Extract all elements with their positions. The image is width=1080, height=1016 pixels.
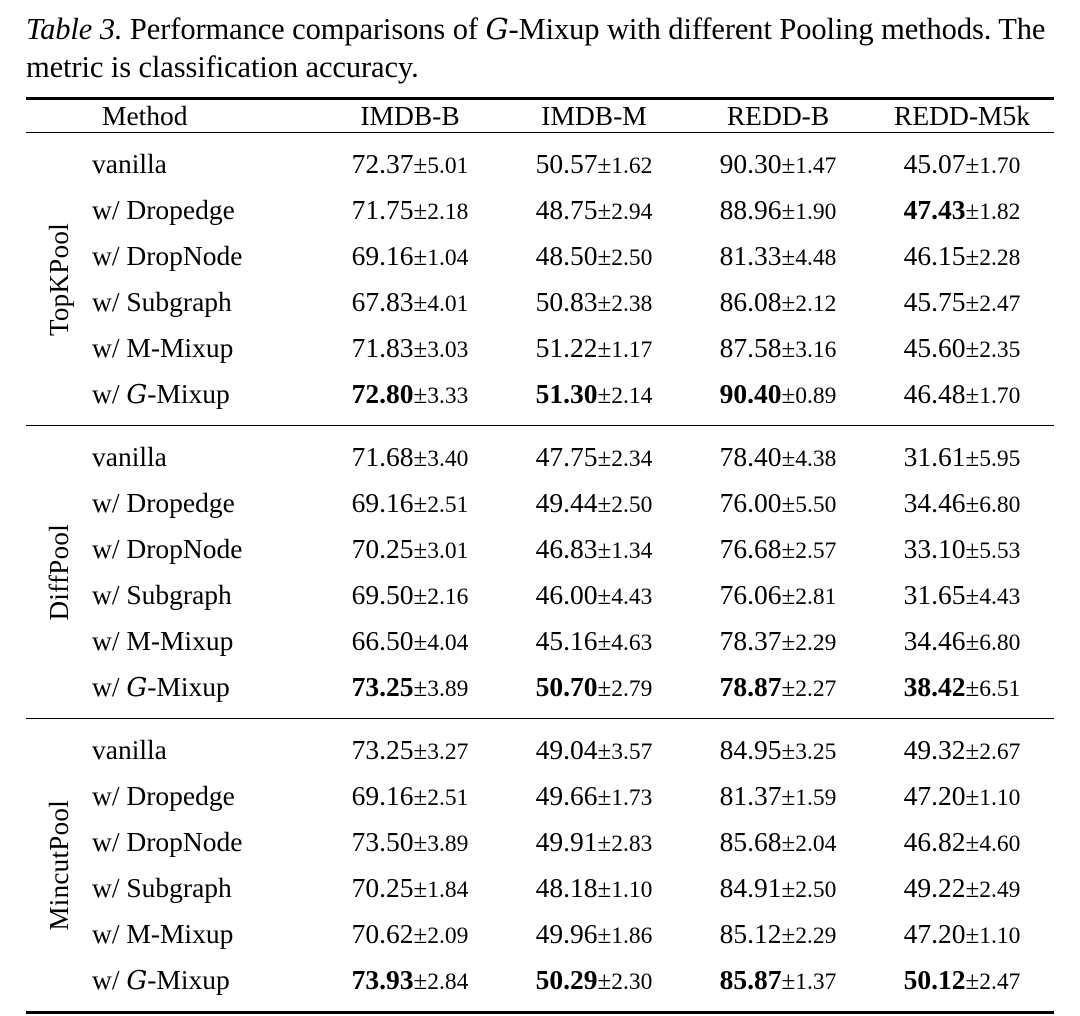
cell-value: 71.83±3.03	[351, 331, 469, 363]
row-method-label: w/ G-Mixup	[92, 377, 230, 410]
cell-value: 49.04±3.57	[502, 718, 686, 773]
table-row	[26, 718, 1054, 773]
cell-value: 45.07±1.70	[870, 132, 1054, 187]
row-method-label: vanilla	[92, 718, 318, 773]
table-row	[26, 911, 1054, 957]
table-row	[26, 957, 1054, 1013]
table-row	[26, 325, 1054, 371]
header-dataset-3: REDD-B	[686, 98, 870, 132]
cell-value: 49.22±2.49	[903, 871, 1021, 903]
cell-value: 88.96±1.90	[719, 193, 837, 225]
cell-value: 71.68±3.40	[318, 425, 502, 480]
row-method-label: w/ G-Mixup	[92, 963, 230, 996]
cell-value: 66.50±4.04	[351, 624, 469, 656]
cell-value: 72.37±5.01	[318, 132, 502, 187]
cell-value: 46.48±1.70	[903, 377, 1021, 409]
cell-value: 71.75±2.18	[351, 193, 469, 225]
row-method-label: w/ DropNode	[92, 239, 243, 271]
table-row	[26, 233, 1054, 279]
table-row	[26, 773, 1054, 819]
cell-value: 69.16±1.04	[351, 239, 469, 271]
header-group-blank	[26, 98, 92, 132]
row-method-label: vanilla	[92, 425, 318, 480]
row-method-label: w/ DropNode	[92, 825, 243, 857]
cell-value: 48.18±1.10	[535, 871, 653, 903]
cell-value: 45.16±4.63	[535, 624, 653, 656]
cell-value: 50.70±2.79	[535, 670, 653, 702]
cell-value: 31.65±4.43	[903, 578, 1021, 610]
group-label-mincutpool: MincutPool	[26, 718, 92, 1012]
cell-value: 47.75±2.34	[502, 425, 686, 480]
cell-value: 50.12±2.47	[903, 963, 1021, 995]
cell-value: 47.43±1.82	[903, 193, 1021, 225]
caption-text-before: Performance comparisons of	[122, 12, 486, 46]
row-method-label: w/ Subgraph	[92, 578, 232, 610]
cell-value: 51.30±2.14	[535, 377, 653, 409]
cell-value: 46.00±4.43	[535, 578, 653, 610]
row-method-label: w/ DropNode	[92, 532, 243, 564]
cell-value: 49.96±1.86	[535, 917, 653, 949]
cell-value: 49.32±2.67	[870, 718, 1054, 773]
cell-value: 85.68±2.04	[719, 825, 837, 857]
row-method-label: w/ Subgraph	[92, 871, 232, 903]
cell-value: 69.50±2.16	[351, 578, 469, 610]
cell-value: 47.20±1.10	[903, 779, 1021, 811]
cell-value: 73.25±3.89	[351, 670, 469, 702]
cell-value: 45.75±2.47	[903, 285, 1021, 317]
table-row	[26, 664, 1054, 719]
table-row	[26, 132, 1054, 187]
cell-value: 46.15±2.28	[903, 239, 1021, 271]
table-row	[26, 618, 1054, 664]
table-caption	[26, 10, 1054, 87]
row-method-label: w/ G-Mixup	[92, 670, 230, 703]
cell-value: 85.12±2.29	[719, 917, 837, 949]
table-row	[26, 572, 1054, 618]
group-label-topkpool: TopKPool	[26, 132, 92, 425]
cell-value: 70.25±3.01	[351, 532, 469, 564]
cell-value: 51.22±1.17	[535, 331, 653, 363]
cell-value: 48.75±2.94	[535, 193, 653, 225]
cell-value: 46.82±4.60	[903, 825, 1021, 857]
cell-value: 34.46±6.80	[903, 486, 1021, 518]
cell-value: 49.66±1.73	[535, 779, 653, 811]
table-row	[26, 819, 1054, 865]
cell-value: 69.16±2.51	[351, 486, 469, 518]
group-label-diffpool: DiffPool	[26, 425, 92, 718]
row-method-label: w/ Dropedge	[92, 193, 235, 225]
table-row	[26, 279, 1054, 325]
cell-value: 34.46±6.80	[903, 624, 1021, 656]
cell-value: 70.62±2.09	[351, 917, 469, 949]
cell-value: 47.20±1.10	[903, 917, 1021, 949]
cell-value: 49.44±2.50	[535, 486, 653, 518]
cell-value: 50.29±2.30	[535, 963, 653, 995]
cell-value: 90.40±0.89	[719, 377, 837, 409]
row-method-label: w/ M-Mixup	[92, 917, 234, 949]
table-row	[26, 865, 1054, 911]
cell-value: 76.68±2.57	[719, 532, 837, 564]
cell-value: 70.25±1.84	[351, 871, 469, 903]
cell-value: 78.37±2.29	[719, 624, 837, 656]
cell-value: 90.30±1.47	[686, 132, 870, 187]
cell-value: 81.33±4.48	[719, 239, 837, 271]
cell-value: 84.91±2.50	[719, 871, 837, 903]
cell-value: 33.10±5.53	[903, 532, 1021, 564]
table-row	[26, 425, 1054, 480]
row-method-label: w/ Subgraph	[92, 285, 232, 317]
caption-mathcal-g: G	[485, 12, 509, 46]
table-row	[26, 371, 1054, 426]
caption-text-after: -Mixup with different Pooling methods. The metric is classification accuracy.	[26, 12, 1046, 85]
table-header-row	[26, 98, 1054, 132]
header-dataset-1: IMDB-B	[318, 98, 502, 132]
cell-value: 73.93±2.84	[351, 963, 469, 995]
cell-value: 78.87±2.27	[719, 670, 837, 702]
caption-label: Table 3.	[26, 12, 123, 46]
cell-value: 76.00±5.50	[719, 486, 837, 518]
cell-value: 31.61±5.95	[870, 425, 1054, 480]
header-method: Method	[92, 98, 318, 132]
cell-value: 69.16±2.51	[351, 779, 469, 811]
cell-value: 49.91±2.83	[535, 825, 653, 857]
cell-value: 38.42±6.51	[903, 670, 1021, 702]
cell-value: 48.50±2.50	[535, 239, 653, 271]
header-dataset-4: REDD-M5k	[870, 98, 1054, 132]
cell-value: 45.60±2.35	[903, 331, 1021, 363]
row-method-label: w/ M-Mixup	[92, 624, 234, 656]
table-row	[26, 187, 1054, 233]
cell-value: 50.83±2.38	[535, 285, 653, 317]
table-row	[26, 526, 1054, 572]
table-row	[26, 480, 1054, 526]
cell-value: 50.57±1.62	[502, 132, 686, 187]
cell-value: 87.58±3.16	[719, 331, 837, 363]
row-method-label: w/ Dropedge	[92, 779, 235, 811]
cell-value: 67.83±4.01	[351, 285, 469, 317]
row-method-label: w/ Dropedge	[92, 486, 235, 518]
cell-value: 73.25±3.27	[318, 718, 502, 773]
cell-value: 72.80±3.33	[351, 377, 469, 409]
cell-value: 78.40±4.38	[686, 425, 870, 480]
cell-value: 46.83±1.34	[535, 532, 653, 564]
header-dataset-2: IMDB-M	[502, 98, 686, 132]
table-bottom-rule	[26, 1012, 1054, 1016]
cell-value: 76.06±2.81	[719, 578, 837, 610]
row-method-label: w/ M-Mixup	[92, 331, 234, 363]
cell-value: 85.87±1.37	[719, 963, 837, 995]
cell-value: 73.50±3.89	[351, 825, 469, 857]
cell-value: 86.08±2.12	[719, 285, 837, 317]
cell-value: 84.95±3.25	[686, 718, 870, 773]
cell-value: 81.37±1.59	[719, 779, 837, 811]
row-method-label: vanilla	[92, 132, 318, 187]
